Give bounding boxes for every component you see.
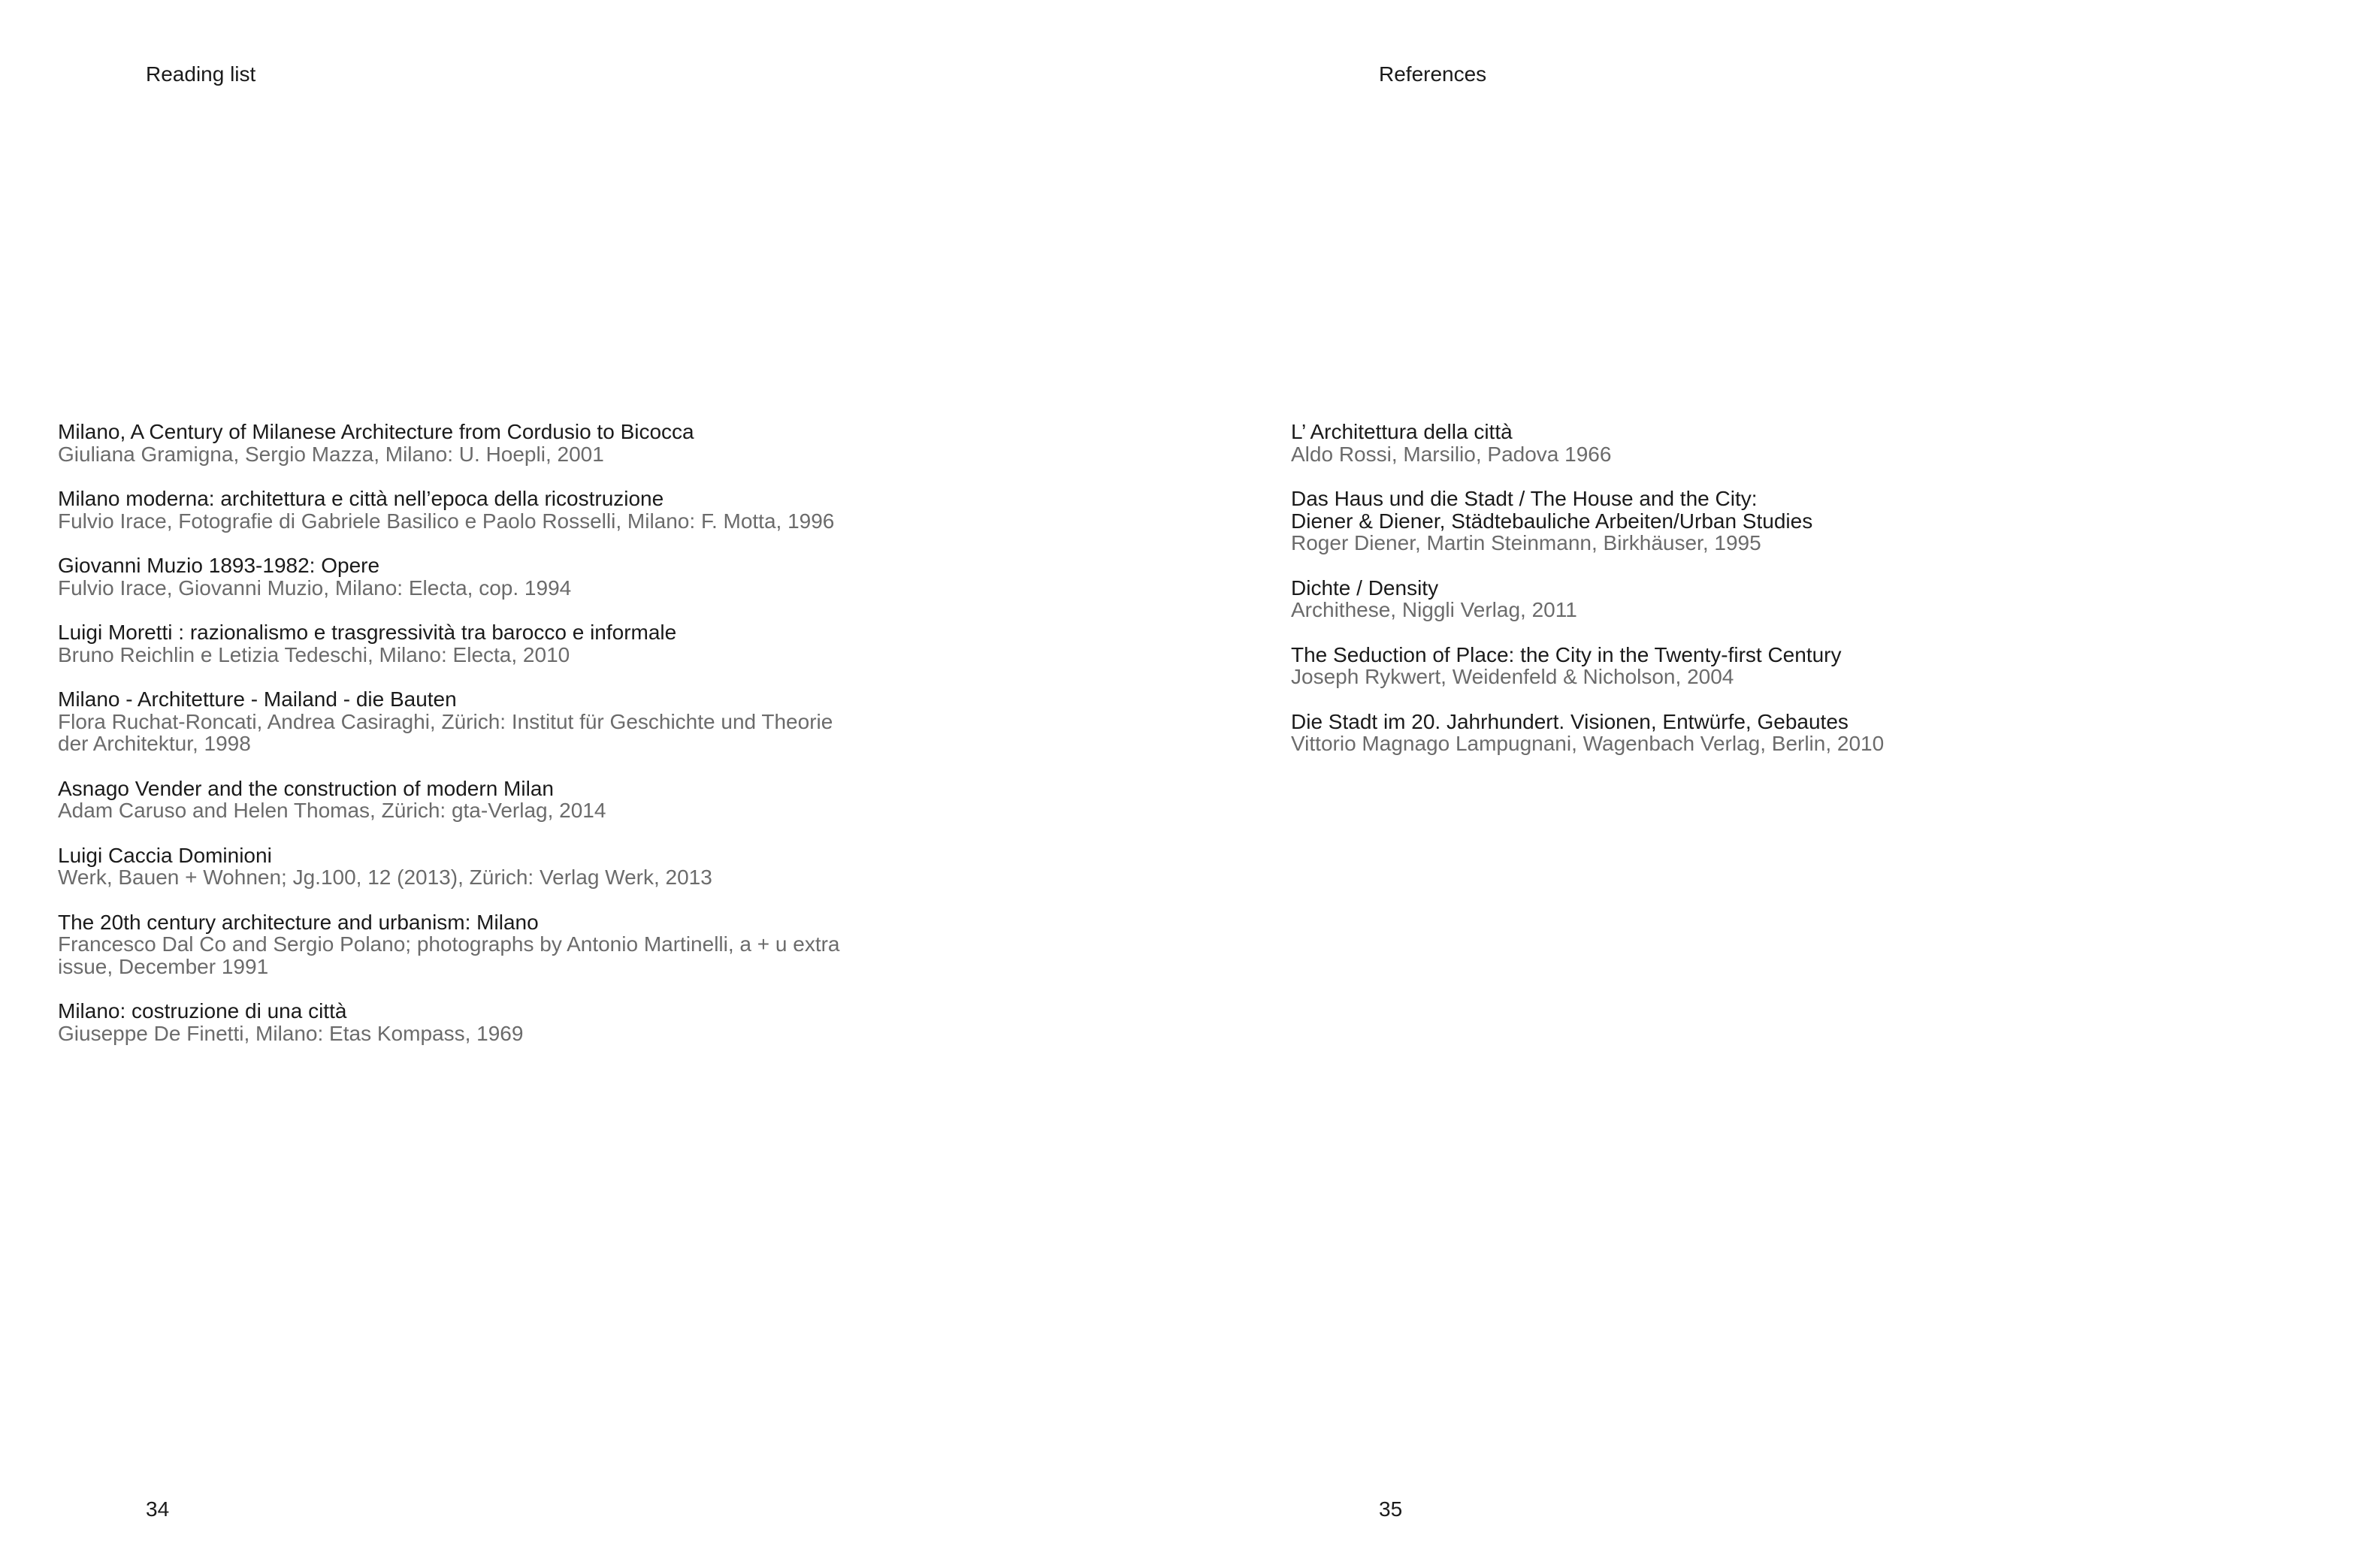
entry-title: Milano, A Century of Milanese Architecture from Cordusio to Bicocca xyxy=(58,420,694,443)
entry-title: The Seduction of Place: the City in the Twenty-first Century xyxy=(1291,642,1842,666)
entry-detail: Giuseppe De Finetti, Milano: Etas Kompass, 1969 xyxy=(58,1021,524,1045)
entry-title: Milano - Architetture - Mailand - die Bauten xyxy=(58,687,457,711)
right-page xyxy=(1184,0,2367,1568)
references-list xyxy=(1291,421,2118,778)
entry-title: Milano: costruzione di una città xyxy=(58,999,347,1023)
entry-detail: Bruno Reichlin e Letizia Tedeschi, Milano: Electa, 2010 xyxy=(58,642,570,666)
entry-detail: Fulvio Irace, Fotografie di Gabriele Basilico e Paolo Rosselli, Milano: F. Motta, 1996 xyxy=(58,509,835,533)
entry-detail: Joseph Rykwert, Weidenfeld & Nicholson, 2004 xyxy=(1291,665,1734,688)
entry-detail: Fulvio Irace, Giovanni Muzio, Milano: Electa, cop. 1994 xyxy=(58,576,572,600)
entry-title: Giovanni Muzio 1893-1982: Opere xyxy=(58,554,380,577)
entry-title: The 20th century architecture and urbanism: Milano xyxy=(58,910,539,934)
bibliography-entry xyxy=(58,911,847,978)
reading-list xyxy=(58,421,847,1067)
entry-detail: Aldo Rossi, Marsilio, Padova 1966 xyxy=(1291,442,1612,466)
bibliography-entry xyxy=(1291,421,2118,465)
entry-detail: Archithese, Niggli Verlag, 2011 xyxy=(1291,598,1577,621)
entry-title: Asnago Vender and the construction of modern Milan xyxy=(58,776,554,800)
entry-detail: Giuliana Gramigna, Sergio Mazza, Milano: U. Hoepli, 2001 xyxy=(58,442,604,466)
running-head: References xyxy=(1379,62,1487,86)
entry-detail: Vittorio Magnago Lampugnani, Wagenbach Verlag, Berlin, 2010 xyxy=(1291,732,1885,755)
entry-detail: Roger Diener, Martin Steinmann, Birkhäuser, 1995 xyxy=(1291,531,1761,554)
entry-detail: Adam Caruso and Helen Thomas, Zürich: gta-Verlag, 2014 xyxy=(58,799,606,822)
entry-title: Die Stadt im 20. Jahrhundert. Visionen, Entwürfe, Gebautes xyxy=(1291,709,1849,733)
bibliography-entry xyxy=(58,778,847,822)
bibliography-entry xyxy=(1291,488,2118,554)
page-number: 35 xyxy=(1379,1497,1403,1521)
bibliography-entry xyxy=(58,1000,847,1044)
entry-title: Dichte / Density xyxy=(1291,576,1439,600)
bibliography-entry xyxy=(58,621,847,666)
entry-title: Luigi Caccia Dominioni xyxy=(58,843,272,867)
bibliography-entry xyxy=(58,421,847,465)
running-head: Reading list xyxy=(146,62,256,86)
bibliography-entry xyxy=(1291,577,2118,621)
bibliography-entry xyxy=(58,554,847,599)
entry-title: Das Haus und die Stadt / The House and the City: Diener & Diener, Städtebauliche Arbeiten/Urban Studies xyxy=(1291,487,1813,533)
entry-detail: Francesco Dal Co and Sergio Polano; photographs by Antonio Martinelli, a + u extra issue, December 1991 xyxy=(58,932,840,978)
bibliography-entry xyxy=(58,488,847,532)
entry-title: Luigi Moretti : razionalismo e trasgressività tra barocco e informale xyxy=(58,621,677,644)
bibliography-entry xyxy=(1291,644,2118,688)
entry-title: Milano moderna: architettura e città nell’epoca della ricostruzione xyxy=(58,487,664,510)
entry-title: L’ Architettura della città xyxy=(1291,420,1513,443)
bibliography-entry xyxy=(58,688,847,755)
entry-detail: Werk, Bauen + Wohnen; Jg.100, 12 (2013), Zürich: Verlag Werk, 2013 xyxy=(58,866,712,889)
bibliography-entry xyxy=(1291,711,2118,755)
entry-detail: Flora Ruchat-Roncati, Andrea Casiraghi, Zürich: Institut für Geschichte und Theorie der Architektur, 1998 xyxy=(58,709,833,755)
bibliography-entry xyxy=(58,844,847,889)
page-number: 34 xyxy=(146,1497,170,1521)
